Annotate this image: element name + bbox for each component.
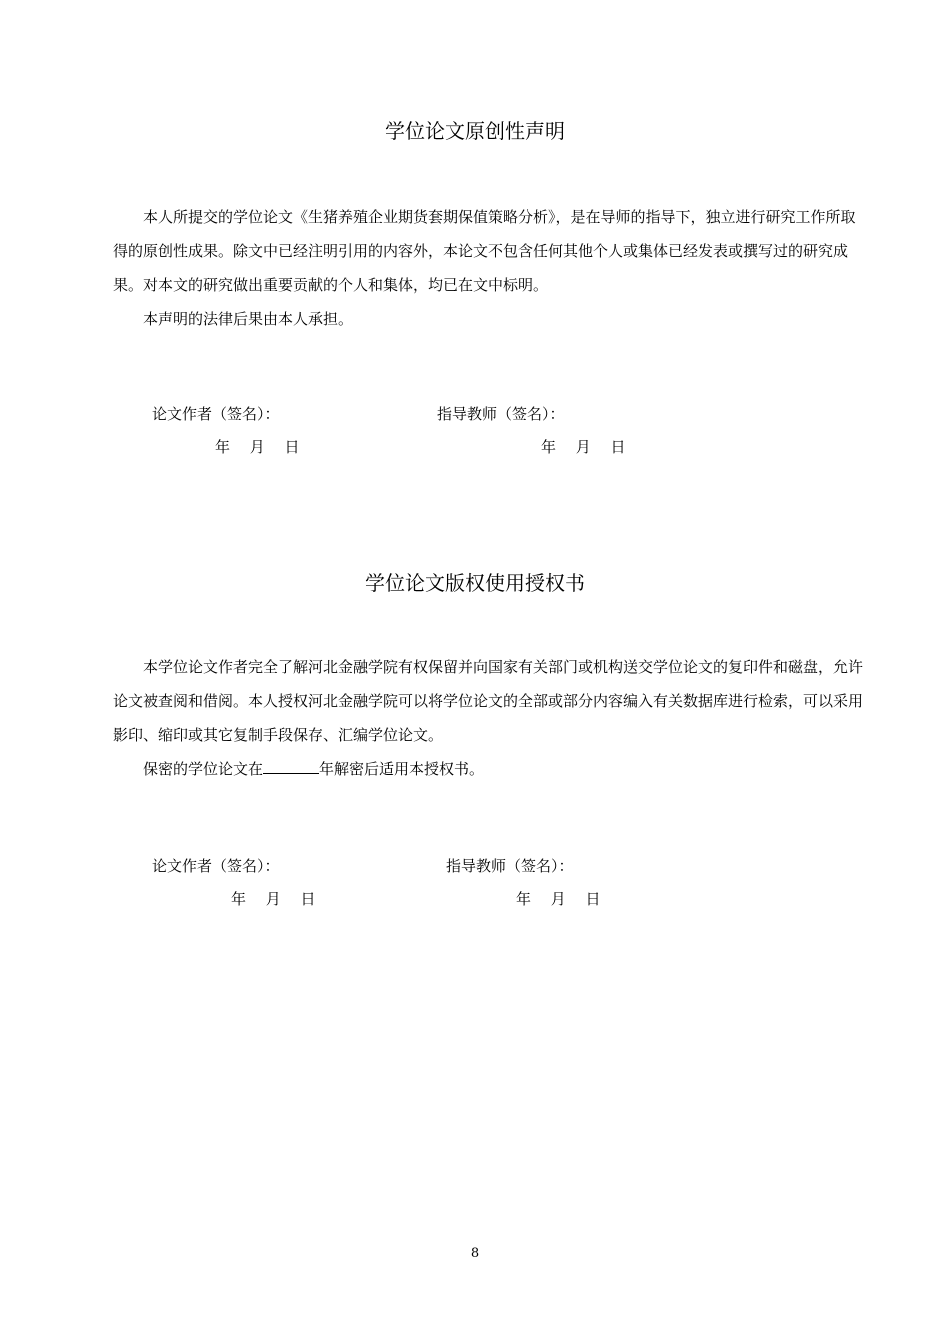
secrecy-years-blank [263,759,319,774]
declaration-advisor-signature-label: 指导教师（签名）： [437,405,565,423]
authorization-author-date: 年 月 日 [231,890,316,908]
declaration-body [113,200,863,336]
authorization-paragraph-1: 本学位论文作者完全了解河北金融学院有权保留并向国家有关部门或机构送交学位论文的复印件和磁盘，允许论文被查阅和借阅。本人授权河北金融学院可以将学位论文的全部或部分内容编入有关数据库进行检索，可以采用影印、缩印或其它复制手段保存、汇编学位论文。 [113,658,864,744]
declaration-author-date: 年 月 日 [215,438,300,456]
authorization-title: 学位论文版权使用授权书 [365,571,585,595]
authorization-paragraph-2-after: 年解密后适用本授权书。 [319,760,485,778]
authorization-body [113,650,863,786]
authorization-advisor-date: 年 月 日 [516,890,601,908]
declaration-author-signature-label: 论文作者（签名）： [152,405,280,423]
page-number: 8 [470,1246,480,1261]
authorization-advisor-signature-label: 指导教师（签名）： [446,857,574,875]
authorization-paragraph-2-before: 保密的学位论文在 [143,760,264,778]
declaration-advisor-date: 年 月 日 [541,438,626,456]
declaration-title: 学位论文原创性声明 [385,119,565,143]
declaration-paragraph-2: 本声明的法律后果由本人承担。 [143,310,354,328]
authorization-author-signature-label: 论文作者（签名）： [152,857,280,875]
declaration-paragraph-1: 本人所提交的学位论文《生猪养殖企业期货套期保值策略分析》，是在导师的指导下，独立进行研究工作所取得的原创性成果。除文中已经注明引用的内容外，本论文不包含任何其他个人或集体已经发表或撰写过的研究成果。对本文的研究做出重要贡献的个人和集体，均已在文中标明。 [113,208,856,294]
authorization-paragraph-2 [113,752,863,786]
